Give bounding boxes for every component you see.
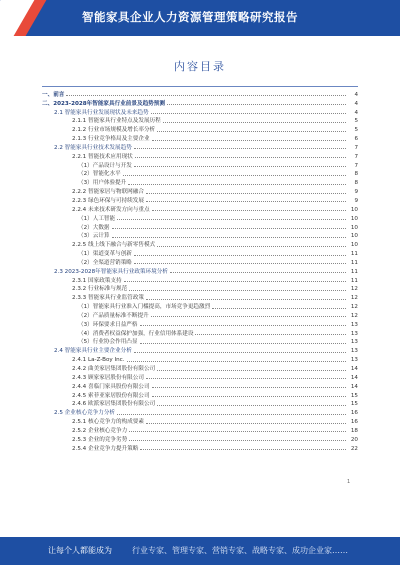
toc-entry-page: 5 [354, 127, 358, 134]
toc-entry-label: 2.4.5 索菲亚家居股份有限公司 [72, 392, 150, 399]
toc-entry[interactable] [42, 434, 358, 443]
toc-leader-dots [146, 299, 346, 300]
toc-entry-page: 22 [350, 445, 358, 452]
toc-entry[interactable] [42, 204, 358, 213]
toc-entry[interactable] [42, 354, 358, 363]
toc-entry-label: 2.3 2023-2028年智能家具行业政策环境分析 [54, 268, 168, 275]
toc-leader-dots [146, 423, 346, 424]
toc-entry-page: 14 [350, 374, 358, 381]
toc-entry[interactable] [42, 133, 358, 142]
toc-entry[interactable] [42, 292, 358, 301]
toc-entry-page: 14 [350, 366, 358, 372]
toc-leader-dots [140, 449, 346, 450]
report-title: 智能家具企业人力资源管理策略研究报告 [82, 10, 298, 24]
toc-entry-label: 2.4.6 欧派家居集团股份有限公司 [72, 401, 156, 408]
toc-entry[interactable] [42, 301, 358, 310]
toc-entry[interactable] [42, 116, 358, 125]
toc-entry-label: 2.3.2 行业标准与规范 [72, 286, 128, 293]
toc-entry-page: 11 [350, 259, 358, 266]
toc-entry-page: 5 [354, 118, 358, 125]
footer-tagline: 行业专家、管理专家、营销专家、战略专家、成功企业家…… [132, 546, 348, 555]
report-header [0, 0, 400, 36]
toc-entry-label: （1）渠道变革与创新 [78, 251, 132, 258]
toc-leader-dots [117, 414, 346, 415]
toc-entry[interactable] [42, 328, 358, 337]
toc-entry-page: 10 [350, 206, 358, 213]
toc-entry[interactable] [42, 257, 358, 266]
toc-entry-label: （5）行业协会作用凸显 [78, 339, 138, 346]
toc-entry[interactable] [42, 160, 358, 169]
toc-entry-page: 12 [350, 304, 358, 311]
toc-entry-page: 7 [354, 153, 358, 160]
toc-entry[interactable] [42, 266, 358, 275]
toc-entry-page: 8 [354, 180, 358, 187]
toc-entry-label: 2.3.3 智能家具行业监管政策 [72, 295, 144, 302]
toc-entry[interactable] [42, 195, 358, 204]
toc-leader-dots [157, 246, 346, 247]
toc-leader-dots [134, 352, 346, 353]
toc-entry-label: 一、前言 [42, 91, 65, 98]
toc-entry-label: （3）用户体验提升 [78, 180, 127, 187]
toc-entry-page: 4 [354, 91, 358, 98]
toc-entry-page: 12 [350, 295, 358, 302]
toc-entry-label: 2.4 智能家具行业主要企业分析 [54, 348, 132, 355]
toc-entry[interactable] [42, 151, 358, 160]
toc-entry-label: 2.5.2 企业核心竞争力 [72, 427, 128, 434]
toc-entry[interactable] [42, 337, 358, 346]
toc-entry-label: 2.4.3 顾家家居股份有限公司 [72, 374, 144, 381]
toc-leader-dots [157, 370, 346, 371]
toc-entry-page: 20 [350, 436, 358, 443]
toc-entry[interactable] [42, 169, 358, 178]
toc-leader-dots [123, 175, 346, 176]
toc-entry-page: 9 [354, 197, 358, 204]
toc-entry-label: （3）环保要求日益严格 [78, 321, 138, 328]
toc-entry[interactable] [42, 107, 358, 116]
toc-entry[interactable] [42, 363, 358, 372]
toc-leader-dots [129, 440, 346, 441]
toc-entry-label: 2.2.1 智能技术应用现状 [72, 153, 133, 160]
toc-entry-page: 12 [350, 286, 358, 293]
toc-entry-label: （3）云计算 [78, 233, 110, 240]
toc-entry-page: 4 [354, 109, 358, 116]
toc-entry[interactable] [42, 416, 358, 425]
toc-entry-label: 2.5.1 核心竞争力的构成要素 [72, 419, 144, 426]
toc-entry-page: 9 [354, 189, 358, 196]
toc-entry-label: （1）人工智能 [78, 215, 116, 222]
toc-entry-label: 2.2.2 智能家居与物联网融合 [72, 189, 144, 196]
toc-entry-page: 10 [350, 224, 358, 231]
toc-entry-page: 13 [350, 339, 358, 346]
toc-leader-dots [134, 263, 346, 264]
toc-entry-page: 13 [350, 357, 358, 364]
toc-entry-page: 6 [354, 136, 358, 143]
toc-leader-dots [146, 193, 346, 194]
toc-entry-label: 2.2.4 未来技术研发方向与重点 [72, 206, 150, 213]
toc-leader-dots [128, 184, 346, 185]
toc-entry-label: 2.5 企业核心竞争力分析 [54, 410, 116, 417]
toc-entry-label: 2.2.3 绿色环保与可持续发展 [72, 197, 144, 204]
toc-entry[interactable] [42, 407, 358, 416]
toc-divider [42, 86, 358, 87]
toc-leader-dots [129, 431, 346, 432]
toc-leader-dots [124, 281, 346, 282]
toc-leader-dots [163, 122, 346, 123]
toc-entry-page: 4 [354, 100, 358, 107]
toc-leader-dots [152, 396, 346, 397]
toc-leader-dots [146, 378, 346, 379]
toc-entry-label: 2.2 智能家具行业技术发展趋势 [54, 144, 132, 151]
toc-entry-label: 2.3.1 国家政策支持 [72, 277, 122, 284]
toc-entry-page: 8 [354, 171, 358, 178]
toc-leader-dots [152, 387, 346, 388]
toc-entry[interactable] [42, 98, 358, 107]
toc-entry-page: 7 [354, 144, 358, 151]
toc-entry-page: 13 [350, 348, 358, 355]
toc-entry-label: （1）智能家具行业准入门槛提高，市场竞争更趋激烈 [78, 304, 211, 311]
toc-entry-label: 2.1.2 行业市场规模及增长率分析 [72, 127, 156, 134]
toc-entry[interactable] [42, 239, 358, 248]
toc-entry[interactable] [42, 390, 358, 399]
toc-entry-label: 2.5.3 企业的竞争劣势 [72, 436, 128, 443]
toc-entry-page: 14 [350, 383, 358, 390]
page-number: 1 [347, 479, 351, 485]
toc-entry[interactable] [42, 124, 358, 133]
toc-entry-page: 13 [350, 321, 358, 328]
toc-entry-page: 11 [350, 251, 358, 258]
toc-leader-dots [66, 95, 346, 96]
toc-entry[interactable] [42, 222, 358, 231]
toc-entry-page: 10 [350, 233, 358, 240]
toc-entry-page: 12 [350, 312, 358, 319]
toc-leader-dots [151, 113, 346, 114]
toc-leader-dots [127, 361, 346, 362]
toc-leader-dots [157, 405, 346, 406]
toc-entry-page: 16 [350, 410, 358, 417]
toc-leader-dots [134, 166, 346, 167]
toc-entry-label: 2.1.1 智能家具行业特点及发展历程 [72, 118, 161, 125]
toc-entry[interactable] [42, 381, 358, 390]
toc-entry-label: 二、2023-2028年智能家具行业前景及趋势预测 [42, 100, 165, 107]
toc-leader-dots [167, 104, 346, 105]
toc-entry-label: 2.5.4 企业竞争力提升策略 [72, 445, 139, 452]
table-of-contents [42, 89, 358, 452]
toc-leader-dots [129, 290, 346, 291]
toc-entry[interactable] [42, 248, 358, 257]
toc-entry[interactable] [42, 399, 358, 408]
toc-entry[interactable] [42, 310, 358, 319]
footer-slogan: 让每个人都能成为 [48, 546, 112, 555]
toc-entry-page: 15 [350, 392, 358, 399]
toc-entry[interactable] [42, 425, 358, 434]
toc-entry-page: 10 [350, 242, 358, 249]
toc-leader-dots [146, 201, 346, 202]
toc-heading: 内容目录 [174, 60, 226, 73]
toc-leader-dots [140, 325, 347, 326]
toc-leader-dots [117, 219, 346, 220]
toc-entry[interactable] [42, 372, 358, 381]
toc-leader-dots [151, 316, 346, 317]
toc-entry-label: （2）产品质量标准不断提升 [78, 312, 149, 319]
toc-entry[interactable] [42, 275, 358, 284]
toc-entry-page: 18 [350, 427, 358, 434]
toc-entry[interactable] [42, 319, 358, 328]
toc-entry-page: 11 [350, 277, 358, 284]
toc-entry-page: 15 [350, 401, 358, 408]
toc-entry-label: （2）大数据 [78, 224, 110, 231]
toc-leader-dots [112, 228, 346, 229]
toc-leader-dots [134, 255, 346, 256]
toc-entry-label: 2.4.2 曲美家居集团股份有限公司 [72, 366, 156, 372]
toc-entry[interactable] [42, 284, 358, 293]
toc-entry-label: （2）智能化水平 [78, 171, 121, 178]
toc-entry-label: 2.4.1 La-Z-Boy Inc. [72, 357, 125, 364]
toc-entry[interactable] [42, 186, 358, 195]
toc-entry-label: （1）产品设计与开发 [78, 162, 132, 169]
toc-entry-page: 7 [354, 162, 358, 169]
toc-leader-dots [134, 148, 346, 149]
toc-entry-page: 13 [350, 330, 358, 337]
toc-entry[interactable] [42, 443, 358, 452]
toc-leader-dots [152, 140, 346, 141]
footer-banner [0, 537, 400, 565]
toc-entry[interactable] [42, 142, 358, 151]
toc-entry-label: 2.1 智能家具行业发展现状及未来趋势 [54, 109, 149, 116]
toc-entry-page: 11 [350, 268, 358, 275]
toc-entry[interactable] [42, 213, 358, 222]
toc-entry-page: 16 [350, 419, 358, 426]
toc-entry[interactable] [42, 177, 358, 186]
toc-leader-dots [112, 237, 346, 238]
toc-entry[interactable] [42, 89, 358, 98]
toc-entry-page: 10 [350, 215, 358, 222]
toc-leader-dots [135, 157, 346, 158]
toc-entry-label: 2.1.3 行业竞争格局及主要企业 [72, 136, 150, 143]
toc-entry-label: （4）消费者权益保护加强，行业信用体系建设 [78, 330, 194, 337]
toc-leader-dots [140, 343, 347, 344]
toc-entry[interactable] [42, 345, 358, 354]
toc-entry-label: （2）全渠道营销策略 [78, 259, 132, 266]
toc-leader-dots [152, 210, 346, 211]
toc-leader-dots [195, 334, 346, 335]
toc-entry-label: 2.2.5 线上线下融合与新零售模式 [72, 242, 156, 249]
toc-leader-dots [212, 308, 346, 309]
toc-entry-label: 2.4.4 喜临门家具股份有限公司 [72, 383, 150, 390]
toc-leader-dots [157, 131, 346, 132]
toc-entry[interactable] [42, 231, 358, 240]
toc-leader-dots [170, 272, 346, 273]
